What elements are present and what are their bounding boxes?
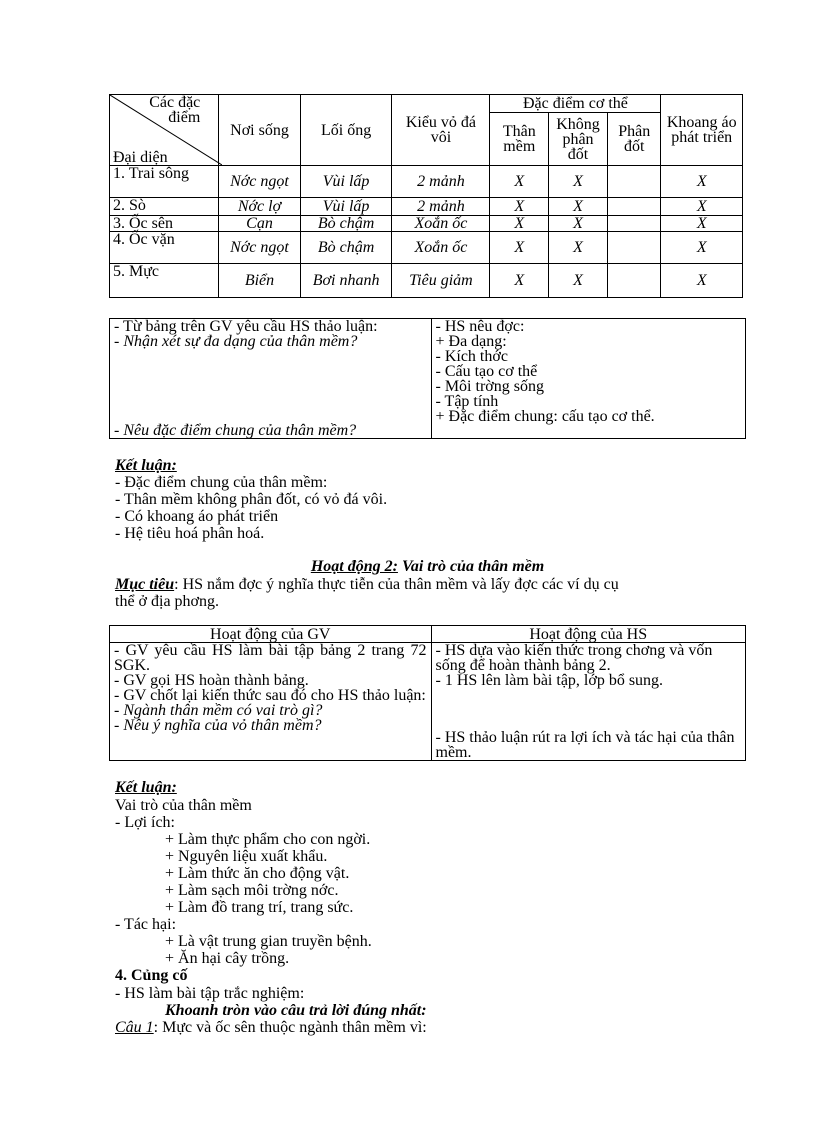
table-row: [110, 216, 743, 232]
ket-luan-1-line: - Có khoang áo phát triển: [115, 508, 279, 525]
header-noi-song: Nơi sống: [219, 95, 300, 166]
table-row: [110, 232, 743, 264]
cau-1-label: Câu 1: [115, 1019, 154, 1036]
ket-luan-1-line: - Hệ tiêu hoá phân hoá.: [115, 525, 265, 542]
tac-hai-item: + Ăn hại cây trồng.: [165, 950, 290, 967]
activity-2-title: Vai trò của thân mềm: [397, 558, 545, 575]
ket-luan-1-title: Kết luận:: [115, 457, 177, 474]
row-name: 2. Sò: [110, 198, 219, 216]
row-noi-song: Nớc ngọt: [230, 173, 289, 190]
activity-table: [109, 625, 746, 761]
discussion-table: [109, 318, 746, 439]
activity-2-heading: [109, 558, 746, 576]
gv-activity: - GV chốt lại kiến thức sau đó cho HS thảo luận:: [114, 687, 426, 704]
hs-line: - Kích thớc: [435, 348, 508, 365]
muc-tieu-line-2: thể ở địa phơng.: [115, 593, 220, 610]
row-khoang-ao: X: [696, 173, 707, 190]
hs-line: + Đa dạng:: [435, 333, 507, 350]
row-noi-song: Biển: [244, 272, 275, 289]
header-khong-phan-dot: Không phân đốt: [549, 113, 608, 166]
gv-question-1: - Nhận xét sự đa dạng của thân mềm?: [114, 333, 358, 350]
header-kieu-vo: Kiểu vỏ đá vôi: [392, 95, 490, 166]
row-than-mem: X: [514, 272, 525, 289]
row-khoang-ao: X: [696, 239, 707, 256]
loi-ich-item: + Làm thực phẩm cho con ngời.: [165, 831, 371, 848]
hs-line: + Đặc điểm chung: cấu tạo cơ thể.: [435, 408, 655, 425]
header-dac-diem-group: Đặc điểm cơ thể: [490, 95, 661, 113]
gv-activity: - GV yêu cầu HS làm bài tập bảng 2 trang 72 SGK.: [114, 642, 427, 674]
muc-tieu-line: [115, 576, 619, 593]
vai-tro-line: Vai trò của thân mềm: [115, 797, 252, 814]
header-phan-dot: Phân đốt: [607, 113, 661, 166]
tac-hai-label: - Tác hại:: [115, 916, 177, 933]
header-loi-song: Lối ống: [300, 95, 392, 166]
hs-line: - Tập tính: [435, 393, 499, 410]
loi-ich-item: + Nguyên liệu xuất khẩu.: [165, 848, 328, 865]
row-khoang-ao: X: [696, 198, 707, 215]
loi-ich-item: + Làm sạch môi trờng nớc.: [165, 882, 339, 899]
muc-tieu-text: : HS nắm đợc ý nghĩa thực tiễn của thân mềm và lấy đợc các ví dụ cụ: [174, 576, 619, 593]
table-row: [110, 198, 743, 216]
row-loi-song: Bò chậm: [317, 239, 375, 256]
row-khong-phan-dot: X: [573, 239, 583, 256]
hs-line: - Môi trờng sống: [435, 378, 544, 395]
row-than-mem: X: [514, 215, 525, 232]
gv-activity: - GV gọi HS hoàn thành bảng.: [114, 672, 309, 689]
hs-activity: - HS dựa vào kiến thức trong chơng và vốn sống để hoàn thành bảng 2.: [435, 642, 713, 674]
loi-ich-item: + Làm thức ăn cho động vật.: [165, 865, 350, 882]
header-than-mem: Thân mềm: [490, 113, 549, 166]
row-khong-phan-dot: X: [573, 173, 583, 190]
gv-column: [110, 319, 432, 439]
gv-question: - Ngành thân mềm có vai trò gì?: [114, 702, 323, 719]
khoanh-tron-instruction: Khoanh tròn vào câu trả lời đúng nhất:: [165, 1002, 427, 1019]
row-than-mem: X: [514, 198, 525, 215]
table-row: [110, 166, 743, 198]
row-kieu-vo: Tiêu giảm: [409, 272, 473, 289]
row-kieu-vo: 2 mảnh: [417, 173, 465, 190]
hs-activities: [431, 643, 746, 761]
cung-co-line: - HS làm bài tập trắc nghiệm:: [115, 985, 305, 1002]
gv-question-2: - Nêu đặc điểm chung của thân mềm?: [114, 422, 357, 439]
hs-activity: - 1 HS lên làm bài tập, lớp bổ sung.: [435, 672, 664, 689]
row-name: 4. Ốc vặn: [110, 232, 219, 264]
loi-ich-item: + Làm đồ trang trí, trang sức.: [165, 899, 354, 916]
row-khong-phan-dot: X: [573, 215, 583, 232]
diagonal-header-cell: [110, 95, 219, 166]
ket-luan-1-line: - Đặc điểm chung của thân mềm:: [115, 474, 328, 491]
gv-question: - Nêu ý nghĩa của vỏ thân mềm?: [114, 717, 322, 734]
row-loi-song: Vùi lấp: [322, 173, 370, 190]
row-noi-song: Cạn: [246, 215, 273, 232]
row-name: 1. Trai sông: [110, 166, 219, 198]
row-khoang-ao: X: [696, 215, 707, 232]
row-kieu-vo: 2 mảnh: [417, 198, 465, 215]
diagonal-top-label: Các đặc điểm: [149, 94, 201, 126]
header-khoang-ao: Khoang áo phát triển: [661, 95, 743, 166]
row-loi-song: Vùi lấp: [322, 198, 370, 215]
row-loi-song: Bơi nhanh: [312, 272, 380, 289]
header-hs: Hoạt động của HS: [431, 626, 746, 643]
loi-ich-label: - Lợi ích:: [115, 814, 175, 831]
row-kieu-vo: Xoắn ốc: [414, 215, 468, 232]
activity-2-label: Hoạt động 2:: [310, 558, 398, 575]
row-name: 5. Mực: [110, 264, 219, 298]
muc-tieu-label: Mục tiêu: [115, 576, 175, 593]
hs-line: - Cấu tạo cơ thể: [435, 363, 538, 380]
row-khoang-ao: X: [696, 272, 707, 289]
row-khong-phan-dot: X: [573, 272, 583, 289]
row-name: 3. Ốc sên: [110, 216, 219, 232]
row-loi-song: Bò chậm: [317, 215, 375, 232]
cau-1-line: [115, 1019, 427, 1036]
characteristics-table: [109, 94, 743, 298]
row-khong-phan-dot: X: [573, 198, 583, 215]
cung-co-title: 4. Củng cố: [115, 967, 188, 984]
row-noi-song: Nớc ngọt: [230, 239, 289, 256]
hs-line: - HS nêu đợc:: [435, 318, 525, 335]
hs-column: [431, 319, 746, 439]
ket-luan-2-title: Kết luận:: [115, 779, 177, 796]
diagonal-bottom-label: Đại diện: [113, 149, 168, 166]
cau-1-text: : Mực và ốc sên thuộc ngành thân mềm vì:: [153, 1019, 427, 1036]
row-than-mem: X: [514, 239, 525, 256]
gv-activities: [110, 643, 432, 761]
table-row: [110, 264, 743, 298]
row-than-mem: X: [514, 173, 525, 190]
tac-hai-item: + Là vật trung gian truyền bệnh.: [165, 933, 372, 950]
gv-text-1: - Từ bảng trên GV yêu cầu HS thảo luận:: [114, 318, 378, 335]
hs-activity: - HS thảo luận rút ra lợi ích và tác hại của thân mềm.: [435, 729, 735, 761]
ket-luan-1-line: - Thân mềm không phân đốt, có vỏ đá vôi.: [115, 491, 388, 508]
header-gv: Hoạt động của GV: [110, 626, 432, 643]
row-noi-song: Nớc lợ: [237, 198, 282, 215]
row-kieu-vo: Xoắn ốc: [414, 239, 468, 256]
